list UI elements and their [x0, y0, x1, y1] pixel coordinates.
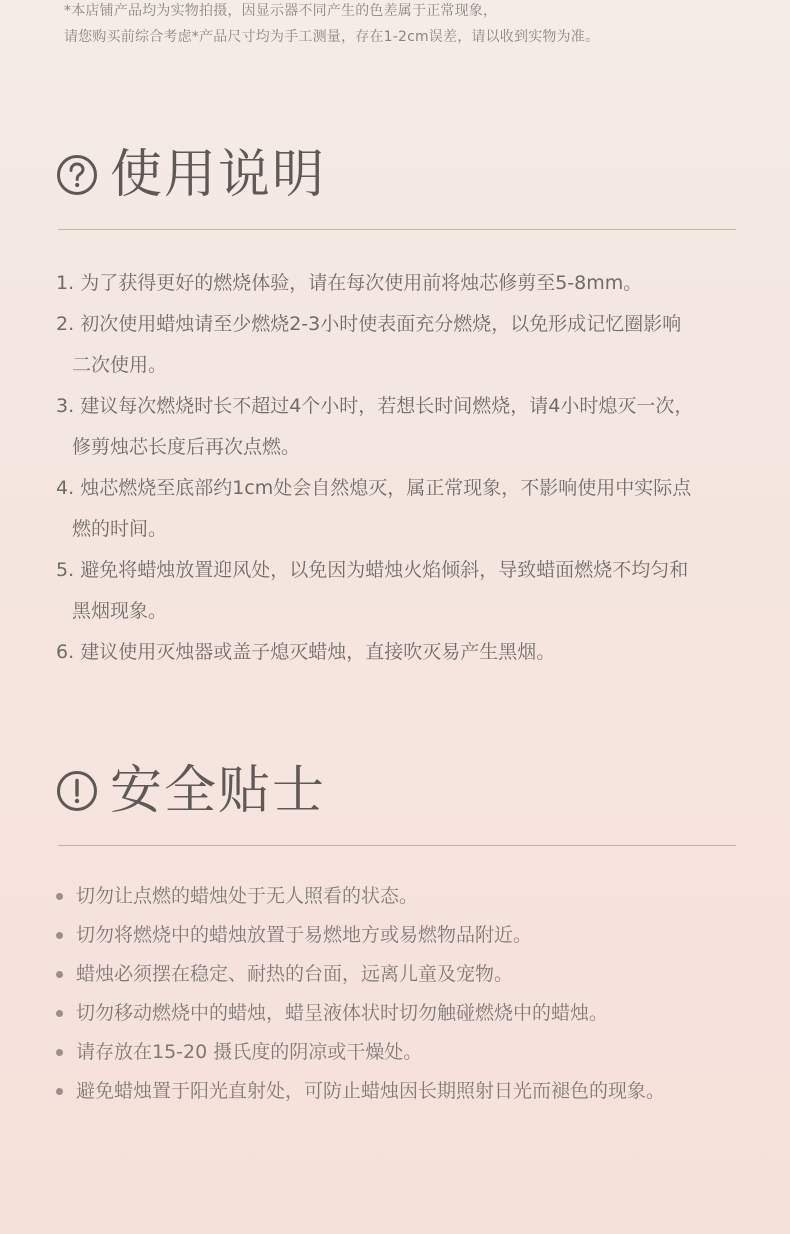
item-text: 避免将蜡烛放置迎风处，以免因为蜡烛火焰倾斜，导致蜡面燃烧不均匀和 [80, 559, 689, 581]
list-item [56, 550, 746, 632]
item-text: 为了获得更好的燃烧体验，请在每次使用前将烛芯修剪至5-8mm。 [80, 272, 643, 294]
list-item [56, 1072, 746, 1111]
bullet-icon [56, 893, 63, 900]
item-text: 初次使用蜡烛请至少燃烧2-3小时使表面充分燃烧，以免形成记忆圈影响 [80, 313, 682, 335]
list-item [56, 263, 746, 304]
list-item [56, 304, 746, 386]
item-text: 建议使用灭烛器或盖子熄灭蜡烛，直接吹灭易产生黑烟。 [80, 641, 556, 663]
list-item [56, 877, 746, 916]
list-item [56, 632, 746, 673]
list-item [56, 916, 746, 955]
item-number: 6. [56, 641, 75, 663]
list-item [56, 468, 746, 550]
item-text: 切勿让点燃的蜡烛处于无人照看的状态。 [76, 885, 419, 907]
safety-title: 安全贴士 [110, 761, 327, 821]
safety-divider [58, 845, 736, 846]
disclaimer-line: 请您购买前综合考虑*产品尺寸均为手工测量，存在1-2cm误差，请以收到实物为准。 [64, 29, 600, 45]
list-item [56, 386, 746, 468]
item-text: 切勿移动燃烧中的蜡烛，蜡呈液体状时切勿触碰燃烧中的蜡烛。 [76, 1002, 609, 1024]
item-number: 5. [56, 559, 75, 581]
usage-section-header [56, 140, 736, 220]
safety-section-header [56, 756, 736, 836]
usage-instructions-list [56, 263, 746, 673]
item-number: 2. [56, 313, 75, 335]
list-item [56, 1033, 746, 1072]
item-text-continued: 修剪烛芯长度后再次点燃。 [72, 436, 301, 458]
item-number: 3. [56, 395, 75, 417]
disclaimer-line: *本店铺产品均为实物拍摄，因显示器不同产生的色差属于正常现象， [64, 3, 498, 19]
bullet-icon [56, 1049, 63, 1056]
list-item [56, 994, 746, 1033]
usage-divider [58, 229, 736, 230]
list-item [56, 955, 746, 994]
safety-tips-list [56, 877, 746, 1111]
item-text-continued: 黑烟现象。 [72, 600, 168, 622]
item-text: 烛芯燃烧至底部约1cm处会自然熄灭，属正常现象，不影响使用中实际点 [80, 477, 692, 499]
bullet-icon [56, 971, 63, 978]
item-text: 建议每次燃烧时长不超过4个小时，若想长时间燃烧，请4小时熄灭一次， [80, 395, 694, 417]
item-text: 避免蜡烛置于阳光直射处，可防止蜡烛因长期照射日光而褪色的现象。 [76, 1080, 666, 1102]
item-text: 切勿将燃烧中的蜡烛放置于易燃地方或易燃物品附近。 [76, 924, 533, 946]
item-text: 蜡烛必须摆在稳定、耐热的台面，远离儿童及宠物。 [76, 963, 514, 985]
bullet-icon [56, 932, 63, 939]
disclaimer-note [64, 0, 764, 50]
item-number: 4. [56, 477, 75, 499]
bullet-icon [56, 1010, 63, 1017]
item-number: 1. [56, 272, 75, 294]
question-circle-icon [56, 154, 98, 196]
item-text-continued: 燃的时间。 [72, 518, 168, 540]
exclamation-circle-icon [56, 770, 98, 812]
item-text-continued: 二次使用。 [72, 354, 168, 376]
item-text: 请存放在15-20 摄氏度的阴凉或干燥处。 [76, 1041, 423, 1063]
bullet-icon [56, 1088, 63, 1095]
usage-title: 使用说明 [110, 145, 327, 205]
